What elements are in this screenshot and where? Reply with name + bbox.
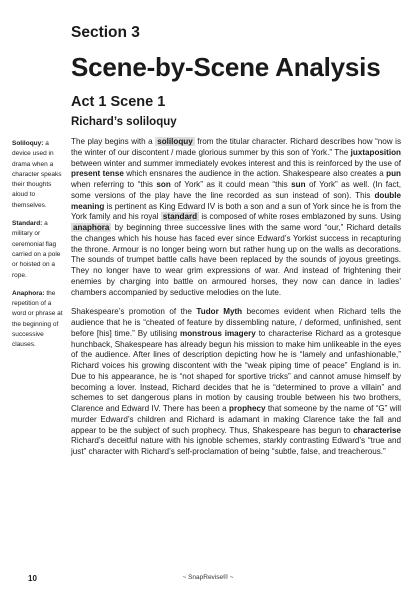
- text-run: becomes evident when Richard tells the audience that he is “cheated of feature by dissembling nature, / deformed, unfinished, sent before [his] time.” By utilising: [71, 307, 401, 338]
- scene-heading: Act 1 Scene 1: [71, 94, 166, 110]
- paragraph-1: [71, 137, 401, 298]
- keyword: double meaning: [71, 190, 401, 211]
- body-text: [71, 137, 401, 467]
- keyword: prophecy: [229, 404, 266, 413]
- keyword: characterise: [353, 425, 401, 435]
- text-run: The play begins with a: [71, 137, 156, 146]
- text-run: that someone by the name of “G” will murder Edward’s children and Richard is adamant in making Clarence take the fall and appear to be the subject of such prophecy. Thus, Shakespeare has begun to: [71, 404, 401, 435]
- text-run: is pertinent as King Edward IV is both a son and a sun of York since he is from the York family and his royal: [71, 201, 401, 222]
- text-run: of York” as well. (In fact, some versions of the play have the line recorded as sun instead of son). This: [71, 180, 402, 200]
- text-run: of York” as it could mean “this: [170, 180, 292, 189]
- glossary-keyword: standard: [162, 212, 198, 222]
- text-run: when referring to “this: [71, 180, 157, 189]
- glossary-term: Anaphora:: [12, 289, 45, 297]
- glossary-definition: a device used in drama when a character speaks their thoughts aloud to themselves.: [12, 140, 62, 209]
- glossary-keyword: soliloquy: [157, 137, 193, 146]
- glossary-keyword: anaphora: [73, 223, 110, 232]
- glossary-definition: the repetition of a word or phrase at the beginning of successive clauses.: [12, 289, 63, 349]
- text-run: which ensnares the audience in the action. Shakespeare also creates a: [123, 169, 387, 179]
- keyword: monstrous imagery: [180, 328, 256, 338]
- glossary-term: Soliloquy:: [12, 140, 44, 147]
- section-label: Section 3: [71, 24, 140, 41]
- keyword: Tudor Myth: [196, 307, 243, 317]
- glossary-entry: [12, 219, 66, 281]
- footer-brand: ~ SnapRevise® ~: [182, 574, 234, 581]
- glossary-entry: [12, 139, 66, 211]
- glossary-entry: [12, 289, 66, 351]
- paragraph-2: [71, 307, 401, 458]
- keyword: sun: [291, 180, 306, 189]
- keyword: juxtaposition: [350, 147, 401, 157]
- page-title: Scene-by-Scene Analysis: [71, 52, 381, 82]
- text-run: by beginning three successive lines with the same word “our,” Richard details the changes which his house has faced ever since Edward’s Yorkist success in recapturing the throne. Armour is no longer being worn but rather hung up on the walls as decorations. The sounds of trumpet battle calls have been replaced by the sounds of joyous greetings. They no longer have to wear grim expressions of war. And instead of frightening their enemies by charging into battle on armoured horses, they now can dance in ladies’ chambers accompanied by seductive melodies on the lute.: [71, 223, 401, 297]
- scene-subheading: Richard’s soliloquy: [71, 116, 177, 128]
- keyword: pun: [386, 169, 401, 179]
- glossary-definition: a military or ceremonial flag carried on a pole or hoisted on a rope.: [12, 220, 61, 279]
- text-run: to characterise Richard as a grotesque hunchback, Shakespeare has already begun his mission to make him unlikeable in the eyes of the audience. After lines of description depicting how he is “lamely and unfashionable,” Richard voices his growing discontent with the “weak piping time of peace” England is in. Due to his appearance, he is “not shaped for sportive tricks” and cannot amuse himself by becoming a lover. Instead, Richard decides that he is “determined to prove a villain” and schemes to set dangerous plans in motion by causing trouble between his two brothers, Clarence and Edward IV. There has been a: [71, 328, 401, 413]
- keyword: present tense: [71, 169, 124, 179]
- text-run: from the titular character. Richard describes how “now is the winter of our discontent / made glorious summer by this son of York.” The: [71, 137, 401, 157]
- glossary-term: Standard:: [12, 220, 43, 228]
- text-run: is composed of white roses emblazoned by suns. Using: [199, 212, 402, 222]
- text-run: Shakespeare’s promotion of the: [71, 307, 197, 317]
- text-run: between winter and summer immediately evokes interest and this is reinforced by the use of: [71, 158, 401, 168]
- text-run: Richard’s deceitful nature with his ignoble schemes, starkly contrasting Edward’s “true and just” character with Richard’s self-proclamation of being “subtle, false, and treacherous.”: [71, 436, 401, 456]
- keyword: son: [156, 180, 171, 189]
- glossary-sidebar: [12, 139, 66, 359]
- page-number: 10: [28, 574, 37, 583]
